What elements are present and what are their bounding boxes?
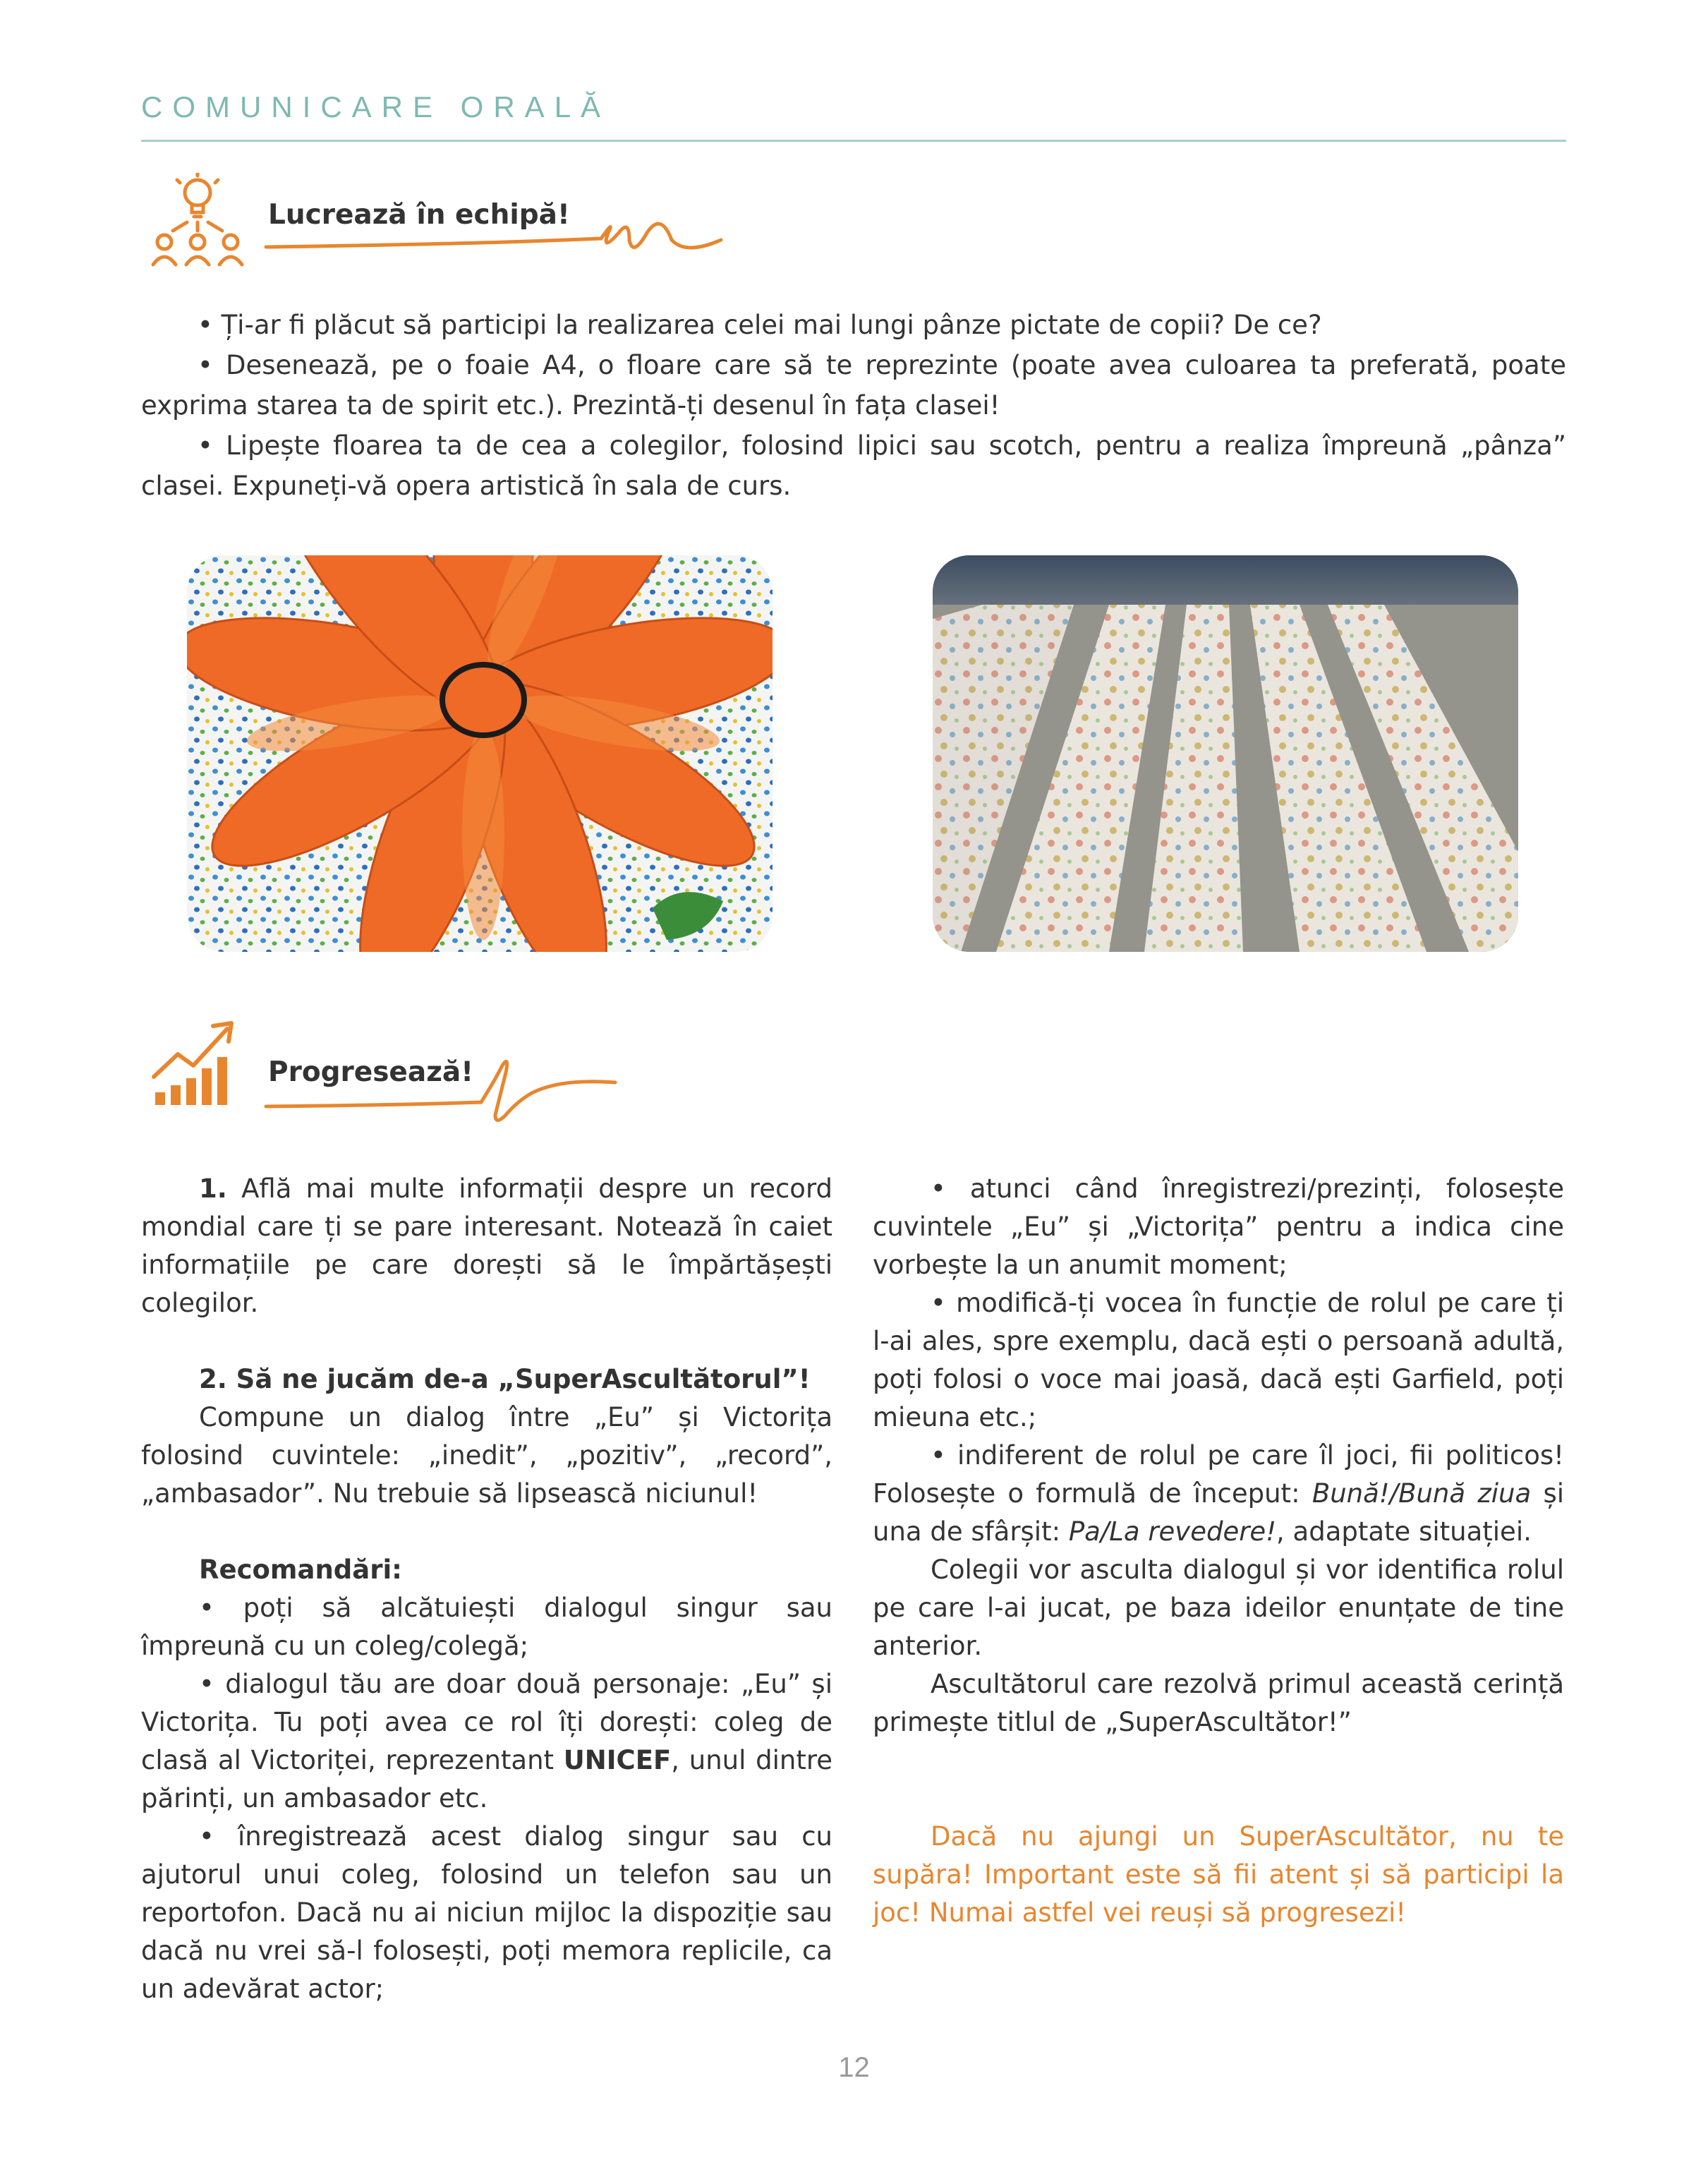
- instruction-paragraph: • Ți-ar fi plăcut să participi la realizarea celei mai lungi pânze pictate de copii? De ce?: [198, 310, 1322, 340]
- exercise-1: [141, 1170, 832, 1322]
- unicef-label: UNICEF: [563, 1745, 672, 1775]
- chapter-title: COMUNICARE ORALĂ: [141, 90, 611, 123]
- long-canvas-image: [933, 555, 1518, 952]
- header-divider: [141, 140, 1566, 142]
- encouragement-note: Dacă nu ajungi un SuperAscultător, nu te supăra! Important este să fii atent și să participi la joc! Numai astfel vei reuși să progresezi!: [873, 1821, 1564, 1928]
- long-canvas-photo: [933, 555, 1518, 952]
- recommendation-item: • poți să alcătuiești dialogul singur sau împreună cu un coleg/colegă;: [141, 1593, 832, 1661]
- decorative-squiggle: [262, 1051, 622, 1129]
- section-title-progress: Progresează!: [268, 1056, 473, 1088]
- decorative-squiggle: [262, 212, 728, 261]
- exercise-1-number: 1.: [199, 1173, 227, 1204]
- recommendation-item: • atunci când înregistrezi/prezinți, folosește cuvintele „Eu” și „Victorița” pentru a indica cine vorbește la un anumit moment;: [873, 1173, 1564, 1280]
- instruction-paragraph: • Lipește floarea ta de cea a colegilor, folosind lipici sau scotch, pentru a realiza împreună „pânza” clasei. Expuneți-vă opera artistică în sala de curs.: [141, 430, 1566, 501]
- closing-paragraph: Ascultătorul care rezolvă primul această cerință primește titlul de „SuperAscultător!”: [873, 1669, 1564, 1737]
- flower-painting-photo: [187, 555, 773, 952]
- exercise-2-text: Compune un dialog între „Eu” și Victorița folosind cuvintele: „inedit”, „pozitiv”, „record”, „ambasador”. Nu trebuie să lipsească niciunul!: [141, 1402, 832, 1509]
- recommendation-item: • înregistrează acest dialog singur sau cu ajutorul unui coleg, folosind un telefon sau un reportofon. Dacă nu ai niciun mijloc la dispoziție sau dacă nu vrei să-l folosești, poți memora replicile, ca un adevărat actor;: [141, 1821, 832, 2004]
- recommendation-item: • dialogul tău are doar două personaje: „Eu” și Victorița. Tu poți avea ce rol îți dorești: coleg de clasă al Victoriței, reprezentant UNICEF, unul dintre părinți, un ambasador etc.: [141, 1669, 832, 1813]
- flower-painting-image: [187, 555, 773, 952]
- teamwork-lightbulb-icon: [145, 173, 250, 272]
- progress-chart-icon: [150, 1016, 241, 1108]
- team-instructions: [141, 305, 1566, 506]
- page-number: 12: [838, 2052, 870, 2083]
- recommendation-item: • modifică-ți vocea în funcție de rolul pe care ți l-ai ales, spre exemplu, dacă ești o persoană adultă, poți folosi o voce mai joasă, dacă ești Garfield, poți mieuna etc.;: [873, 1288, 1564, 1432]
- exercise-2-title: 2. Să ne jucăm de-a „SuperAscultătorul”!: [199, 1364, 811, 1394]
- left-column: [141, 1170, 832, 2008]
- instruction-paragraph: • Desenează, pe o foaie A4, o floare care să te reprezinte (poate avea culoarea ta preferată, poate exprima starea ta de spirit etc.). Prezintă-ți desenul în fața clasei!: [141, 350, 1566, 421]
- recommendation-item: • indiferent de rolul pe care îl joci, fii politicos! Folosește o formulă de început: Bună!/Bună ziua și una de sfârșit: Pa/La revedere!, adaptate situației.: [873, 1440, 1564, 1547]
- recommendations-title: Recomandări:: [199, 1555, 402, 1585]
- closing-paragraph: Colegii vor asculta dialogul și vor identifica rolul pe care l-ai jucat, pe baza ideilor enunțate de tine anterior.: [873, 1555, 1564, 1661]
- right-column: [873, 1170, 1564, 1932]
- section-title-team: Lucrează în echipă!: [268, 199, 570, 231]
- exercise-1-text: Află mai multe informații despre un record mondial care ți se pare interesant. Notează în caiet informațiile pe care dorești să le împărtășești colegilor.: [141, 1173, 832, 1318]
